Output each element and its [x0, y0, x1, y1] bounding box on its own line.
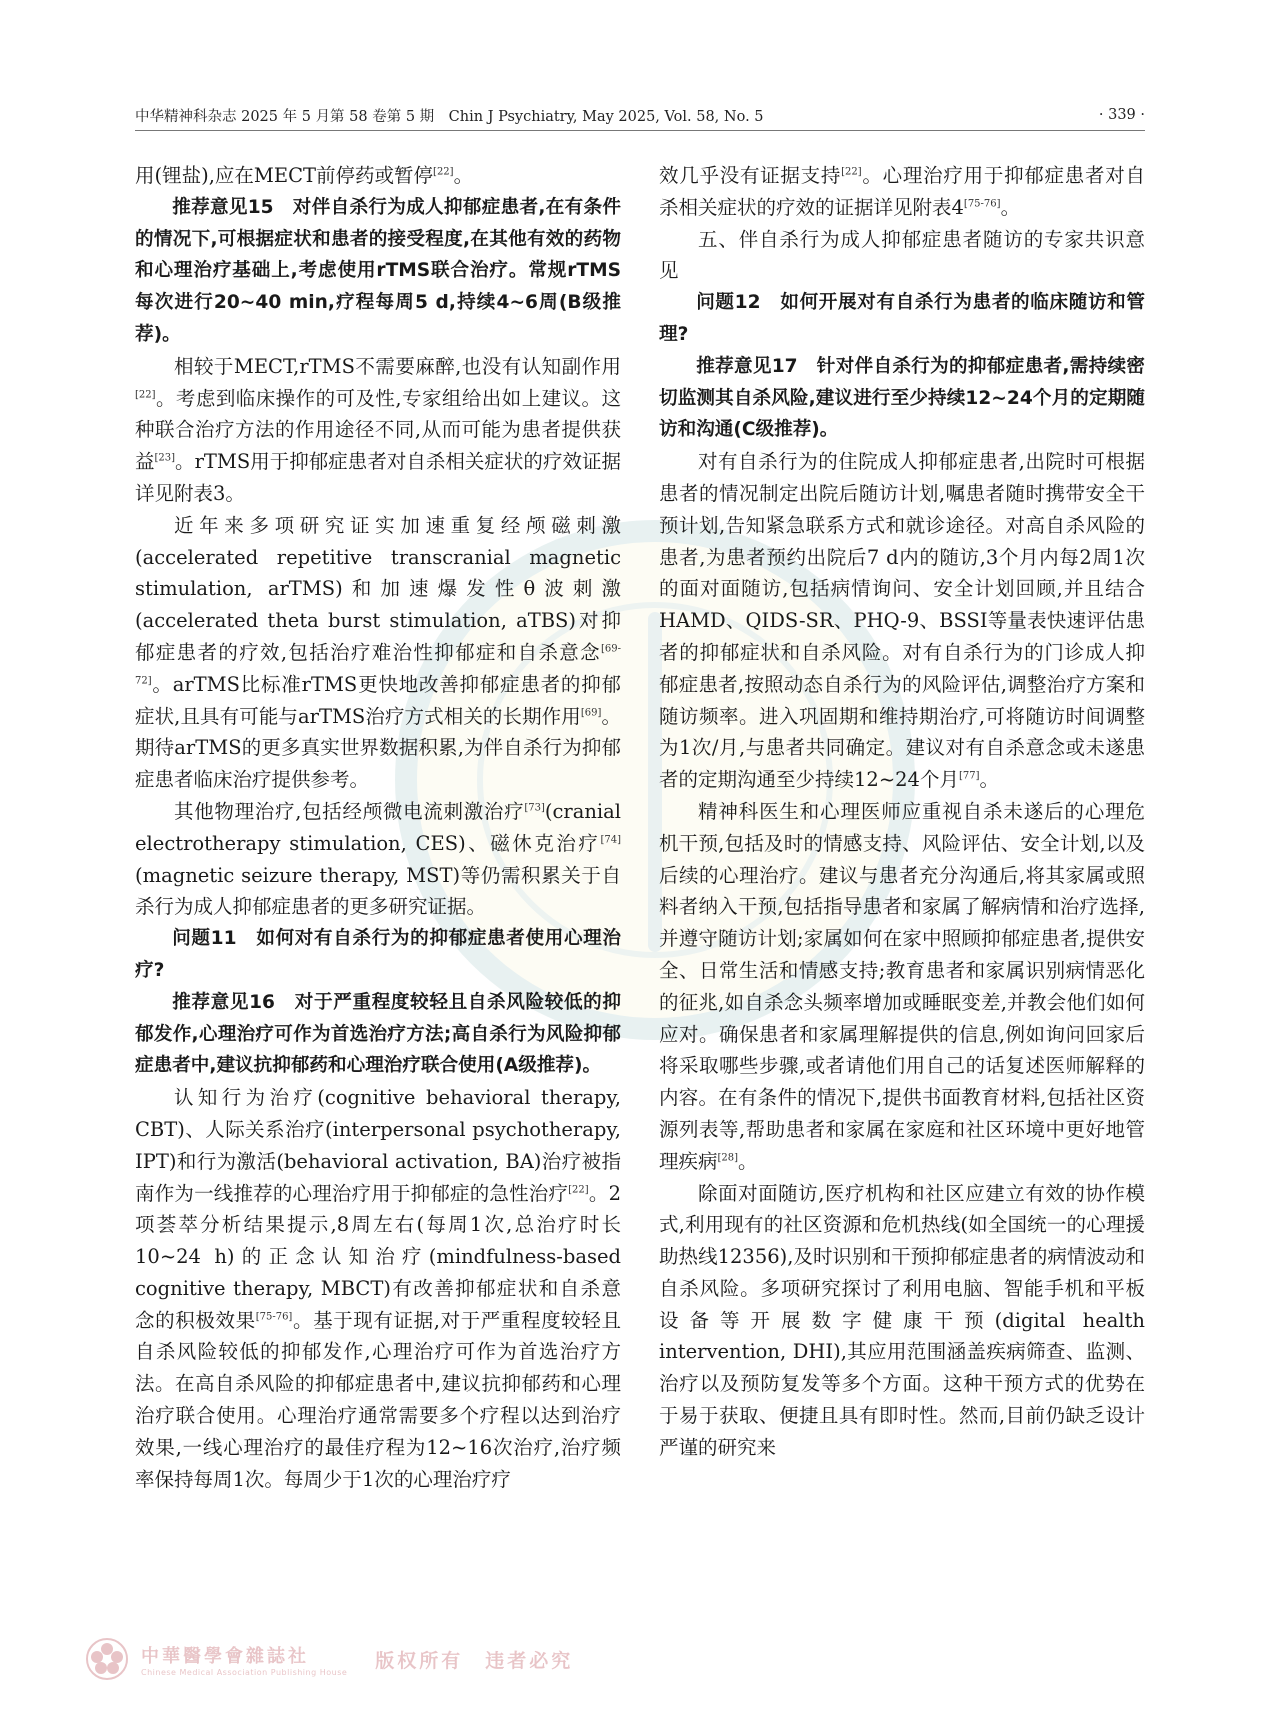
- paragraph: 效几乎没有证据支持[22]。心理治疗用于抑郁症患者对自杀相关症状的疗效的证据详见附表4[75-76]。: [659, 164, 1145, 219]
- paragraph: 精神科医生和心理医师应重视自杀未遂后的心理危机干预,包括及时的情感支持、风险评估、安全计划,以及后续的心理治疗。建议与患者充分沟通后,将其家属或照料者纳入干预,包括指导患者和家属了解病情和治疗选择,并遵守随访计划;家属如何在家中照顾抑郁症患者,提供安全、日常生活和情感支持;教育患者和家属识别病情恶化的征兆,如自杀念头频率增加或睡眠变差,并教会他们如何应对。确保患者和家属理解提供的信息,例如询问回家后将采取哪些步骤,或者请他们用自己的话复述医师解释的内容。在有条件的情况下,提供书面教育材料,包括社区资源列表等,帮助患者和家属在家庭和社区环境中更好地管理疾病[28]。: [659, 799, 1145, 1173]
- paragraph: 其他物理治疗,包括经颅微电流刺激治疗[73](cranial electrotherapy stimulation, CES)、磁休克治疗[74](magnetic seizure therapy, MST)等仍需积累关于自杀行为成人抑郁症患者的更多研究证据。: [135, 799, 621, 919]
- citation-ref: [22]: [135, 389, 156, 401]
- recommendation-15: 推荐意见15 对伴自杀行为成人抑郁症患者,在有条件的情况下,可根据症状和患者的接受程度,在其他有效的药物和心理治疗基础上,考虑使用rTMS联合治疗。常规rTMS每次进行20~40 min,疗程每周5 d,持续4~6周(B级推荐)。: [135, 196, 621, 345]
- journal-citation: 中华精神科杂志 2025 年 5 月第 58 卷第 5 期 Chin J Psychiatry, May 2025, Vol. 58, No. 5: [135, 108, 764, 125]
- flower-logo-icon: [85, 1637, 129, 1681]
- citation-ref: [28]: [717, 1152, 739, 1164]
- question-12: 问题12 如何开展对有自杀行为患者的临床随访和管理?: [659, 292, 1145, 345]
- citation-ref: [69]: [580, 707, 602, 719]
- page-number: · 339 ·: [1098, 107, 1145, 123]
- header-rule: [135, 130, 1145, 131]
- paragraph: 对有自杀行为的住院成人抑郁症患者,出院时可根据患者的情况制定出院后随访计划,嘱患者随时携带安全干预计划,告知紧急联系方式和就诊途径。对高自杀风险的患者,为患者预约出院后7 d内的随访,3个月内每2周1次的面对面随访,包括病情询问、安全计划回顾,并且结合HAMD、QIDS-SR、PHQ-9、BSSI等量表快速评估患者的抑郁症状和自杀风险。对有自杀行为的门诊成人抑郁症患者,按照动态自杀行为的风险评估,调整治疗方案和随访频率。进入巩固期和维持期治疗,可将随访时间调整为1次/月,与患者共同确定。建议对有自杀意念或未遂患者的定期沟通至少持续12~24个月[77]。: [659, 450, 1145, 792]
- publisher-name-cn: 中華醫學會雜誌社: [141, 1645, 309, 1667]
- recommendation-17: 推荐意见17 针对伴自杀行为的抑郁症患者,需持续密切监测其自杀风险,建议进行至少持续12~24个月的定期随访和沟通(C级推荐)。: [659, 355, 1145, 441]
- left-column: [135, 160, 621, 1495]
- paragraph: 用(锂盐),应在MECT前停药或暂停[22]。: [135, 164, 474, 187]
- citation-ref: [73]: [524, 802, 545, 814]
- paragraph: 除面对面随访,医疗机构和社区应建立有效的协作模式,利用现有的社区资源和危机热线(如全国统一的心理援助热线12356),及时识别和干预抑郁症患者的病情波动和自杀风险。多项研究探讨了利用电脑、智能手机和平板设备等开展数字健康干预(digital health intervention, DHI),其应用范围涵盖疾病筛查、监测、治疗以及预防复发等多个方面。这种干预方式的优势在于易于获取、便捷且具有即时性。然而,目前仍缺乏设计严谨的研究来: [659, 1181, 1145, 1459]
- recommendation-16: 推荐意见16 对于严重程度较轻且自杀风险较低的抑郁发作,心理治疗可作为首选治疗方法;高自杀行为风险抑郁症患者中,建议抗抑郁药和心理治疗联合使用(A级推荐)。: [135, 991, 621, 1077]
- citation-ref: [69-72]: [135, 643, 621, 687]
- citation-ref: [74]: [600, 834, 621, 846]
- publisher-watermark: [85, 1634, 573, 1684]
- paragraph: 认知行为治疗(cognitive behavioral therapy, CBT)、人际关系治疗(interpersonal psychotherapy, IPT)和行为激活(behavioral activation, BA)治疗被指南作为一线推荐的心理治疗用于抑郁症的急性治疗[22]。2项荟萃分析结果提示,8周左右(每周1次,总治疗时长10~24 h)的正念认知治疗(mindfulness-based cognitive therapy, MBCT)有改善抑郁症状和自杀意念的积极效果[75-76]。基于现有证据,对于严重程度较轻且自杀风险较低的抑郁发作,心理治疗可作为首选治疗方法。在高自杀风险的抑郁症患者中,建议抗抑郁药和心理治疗联合使用。心理治疗通常需要多个疗程以达到治疗效果,一线心理治疗的最佳疗程为12~16次治疗,治疗频率保持每周1次。每周少于1次的心理治疗疗: [135, 1086, 621, 1491]
- citation-ref: [22]: [841, 166, 862, 178]
- running-header: [135, 103, 1145, 127]
- citation-ref: [22]: [568, 1184, 589, 1195]
- right-column: [659, 160, 1145, 1464]
- paragraph: 相较于MECT,rTMS不需要麻醉,也没有认知副作用[22]。考虑到临床操作的可及性,专家组给出如上建议。这种联合治疗方法的作用途径不同,从而可能为患者提供获益[23]。rTMS用于抑郁症患者对自杀相关症状的疗效证据详见附表3。: [135, 354, 621, 505]
- citation-ref: [77]: [958, 770, 980, 782]
- paragraph: 近年来多项研究证实加速重复经颅磁刺激(accelerated repetitive transcranial magnetic stimulation, arTMS)和加速爆发性θ波刺激(accelerated theta burst stimulation, aTBS)对抑郁症患者的疗效,包括治疗难治性抑郁症和自杀意念[69-72]。arTMS比标准rTMS更快地改善抑郁症患者的抑郁症状,且具有可能与arTMS治疗方式相关的长期作用[69]。期待arTMS的更多真实世界数据积累,为伴自杀行为抑郁症患者临床治疗提供参考。: [135, 513, 621, 792]
- question-11: 问题11 如何对有自杀行为的抑郁症患者使用心理治疗?: [135, 928, 621, 981]
- copyright-notice: 版权所有 违者必究: [375, 1649, 574, 1672]
- publisher-name-en: Chinese Medical Association Publishing House: [141, 1667, 348, 1677]
- citation-ref: [22]: [433, 166, 454, 178]
- citation-ref: [75-76]: [255, 1311, 293, 1323]
- citation-ref: [23]: [154, 452, 176, 464]
- section-heading: 五、伴自杀行为成人抑郁症患者随访的专家共识意见: [659, 227, 1145, 283]
- citation-ref: [75-76]: [963, 198, 1001, 210]
